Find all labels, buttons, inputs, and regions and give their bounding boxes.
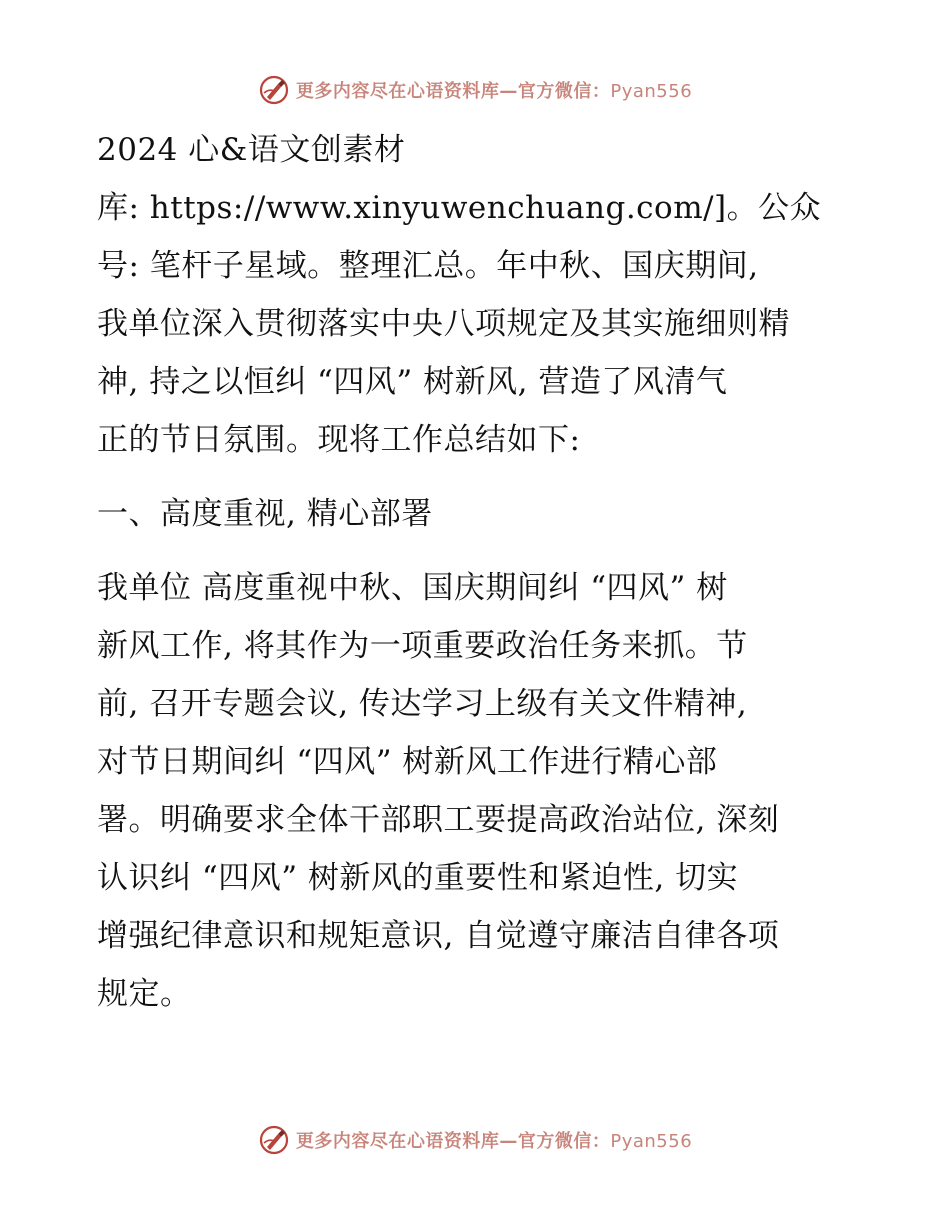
footer-watermark-banner — [0, 1120, 950, 1160]
text-line: 2024 心&语文创素材 — [97, 132, 406, 168]
header-watermark-banner — [0, 70, 950, 110]
watermark-text: 更多内容尽在心语资料库—官方微信：Pyan556 — [295, 1131, 693, 1152]
text-line: 规定。 — [97, 976, 192, 1012]
text-line: 新风工作, 将其作为一项重要政治任务来抓。节 — [97, 628, 748, 664]
text-line: 前, 召开专题会议, 传达学习上级有关文件精神, — [97, 686, 748, 722]
heading-line: 一、高度重视, 精心部署 — [97, 496, 433, 532]
text-line: 正的节日氛围。现将工作总结如下: — [97, 422, 581, 458]
text-line: 库: https://www.xinyuwenchuang.com/]。公众 — [97, 190, 822, 226]
text-line: 神, 持之以恒纠 “四风” 树新风, 营造了风清气 — [97, 364, 728, 400]
text-line: 增强纪律意识和规矩意识, 自觉遵守廉洁自律各项 — [97, 918, 780, 954]
paragraph-intro — [97, 121, 857, 469]
paragraph-section-1 — [97, 559, 857, 1023]
text-line: 我单位 高度重视中秋、国庆期间纠 “四风” 树 — [97, 570, 728, 606]
watermark-text: 更多内容尽在心语资料库—官方微信：Pyan556 — [295, 81, 693, 102]
pen-logo-icon — [258, 74, 290, 106]
text-line: 我单位深入贯彻落实中央八项规定及其实施细则精 — [97, 306, 790, 342]
text-line: 对节日期间纠 “四风” 树新风工作进行精心部 — [97, 744, 718, 780]
text-line: 署。明确要求全体干部职工要提高政治站位, 深刻 — [97, 802, 780, 838]
pen-logo-icon — [258, 1124, 290, 1156]
document-body — [97, 121, 857, 1023]
text-line: 认识纠 “四风” 树新风的重要性和紧迫性, 切实 — [97, 860, 739, 896]
section-heading — [97, 485, 857, 543]
text-line: 号: 笔杆子星域。整理汇总。年中秋、国庆期间, — [97, 248, 759, 284]
